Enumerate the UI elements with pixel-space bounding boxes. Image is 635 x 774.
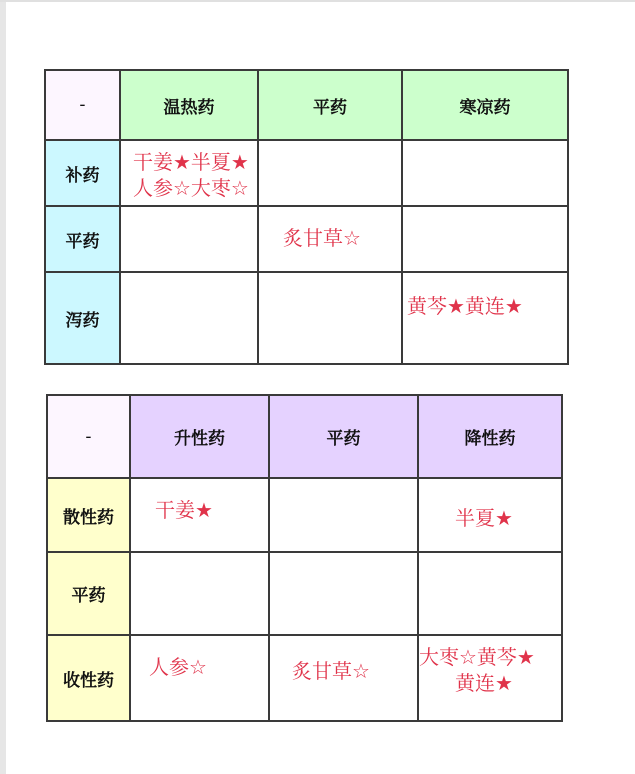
row-header-tonic: 补药 — [45, 140, 120, 206]
herb-text: 大枣☆黄芩★ — [419, 645, 535, 669]
table-row — [45, 206, 568, 272]
herb-text: 干姜★半夏★ — [133, 150, 249, 174]
table-row — [47, 635, 562, 721]
corner-cell: - — [45, 70, 120, 140]
column-header-warm: 温热药 — [120, 70, 258, 140]
herb-text: 人参☆大枣☆ — [133, 176, 249, 200]
herb-text: 黄连★ — [455, 671, 513, 695]
empty-cell — [418, 552, 562, 635]
herb-cell — [418, 478, 562, 552]
empty-cell — [258, 140, 402, 206]
row-header-dispersing: 散性药 — [47, 478, 130, 552]
table-row — [47, 478, 562, 552]
herb-cell — [402, 272, 568, 364]
herb-text: 炙甘草☆ — [283, 226, 361, 250]
corner-cell: - — [47, 395, 130, 478]
herb-text: 半夏★ — [455, 506, 513, 530]
column-header-neutral: 平药 — [269, 395, 418, 478]
empty-cell — [402, 140, 568, 206]
empty-cell — [402, 206, 568, 272]
empty-cell — [269, 552, 418, 635]
empty-cell — [269, 478, 418, 552]
herb-text: 炙甘草☆ — [292, 659, 370, 683]
empty-cell — [120, 272, 258, 364]
table-row — [47, 552, 562, 635]
herb-text: 人参☆ — [149, 655, 207, 679]
column-header-descending: 降性药 — [418, 395, 562, 478]
direction-table — [46, 394, 563, 722]
herb-cell — [130, 478, 269, 552]
table-row — [45, 140, 568, 206]
page-left-border — [0, 0, 6, 774]
row-header-neutral: 平药 — [47, 552, 130, 635]
herb-text: 黄芩★黄连★ — [407, 294, 523, 318]
row-header-purge: 泻药 — [45, 272, 120, 364]
herb-cell — [258, 206, 402, 272]
herb-cell — [120, 140, 258, 206]
page-top-border — [0, 0, 635, 2]
empty-cell — [258, 272, 402, 364]
empty-cell — [120, 206, 258, 272]
table-header-row — [45, 70, 568, 140]
row-header-neutral: 平药 — [45, 206, 120, 272]
table-header-row — [47, 395, 562, 478]
herb-cell — [269, 635, 418, 721]
row-header-astringent: 收性药 — [47, 635, 130, 721]
herb-cell — [130, 635, 269, 721]
column-header-ascending: 升性药 — [130, 395, 269, 478]
column-header-neutral: 平药 — [258, 70, 402, 140]
herb-text: 干姜★ — [155, 498, 213, 522]
empty-cell — [130, 552, 269, 635]
table-row — [45, 272, 568, 364]
column-header-cold: 寒凉药 — [402, 70, 568, 140]
temperature-table — [44, 69, 569, 365]
herb-cell — [418, 635, 562, 721]
